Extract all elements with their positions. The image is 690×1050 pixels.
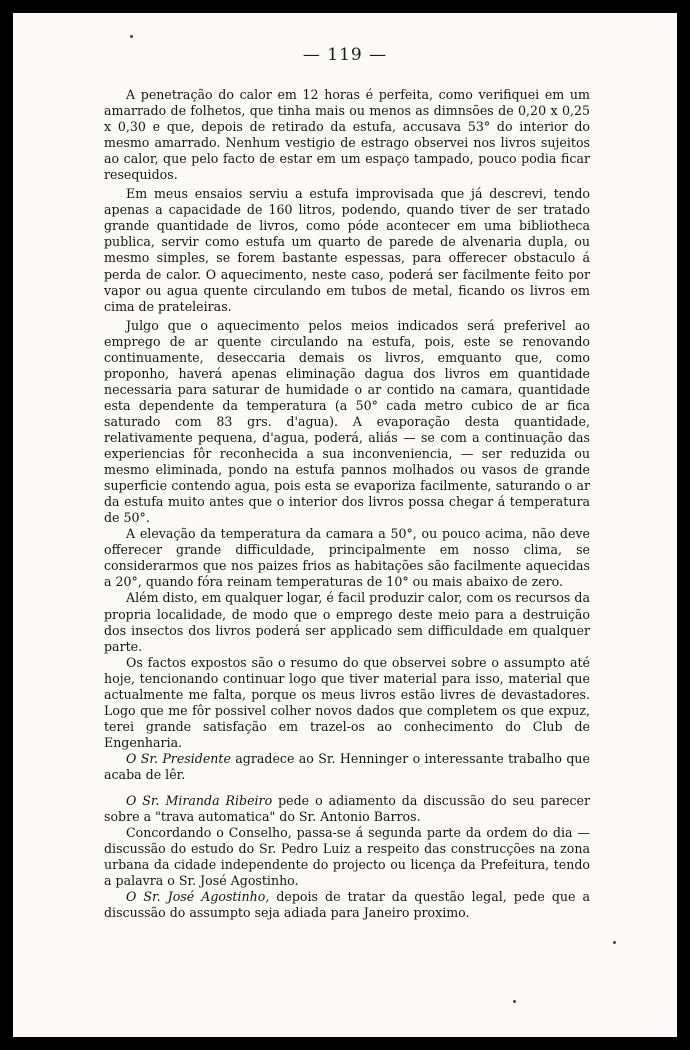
body-text [104,87,590,921]
paragraph-8: O Sr. Miranda Ribeiro pede o adiamento da discussão do seu parecer sobre a "trava automatica" do Sr. Antonio Barros. [104,793,591,825]
paragraph-1: A penetração do calor em 12 horas é perfeita, como verifiquei em um amarrado de folhetos, que tinha mais ou menos as dimnsões de 0,20 x 0,25 x 0,30 e que, depois de retirado da estufa, accusava 53° do interior do mesmo amarrado. Nenhum vestigio de estrago observei nos livros sujeitos ao calor, que pelo facto de estar em um espaço tampado, pouco podia ficar resequidos. [104,87,590,183]
paragraph-6: Os factos expostos são o resumo do que observei sobre o assumpto até hoje, tencionando continuar logo que tiver material para isso, material que actualmente me falta, porque os meus livros estão livres de devastadores. Logo que me fôr possivel colher novos dados que completem os que expuz, terei grande satisfação em trazel-os ao conhecimento do Club de Engenharia. [104,654,590,750]
speaker-name: O Sr. Miranda Ribeiro [126,793,273,809]
scanned-page [13,13,677,1037]
paragraph-10: O Sr. José Agostinho, depois de tratar da questão legal, pede que a discussão do assumpto seja adiada para Janeiro proximo. [104,889,590,921]
paragraph-2: Em meus ensaios serviu a estufa improvisada que já descrevi, tendo apenas a capacidade de 160 litros, podendo, quando tiver de ser tratado grande quantidade de livros, como póde acontecer em uma bibliotheca publica, servir como estufa um quarto de parede de alvenaria dupla, ou mesmo simples, se forem bastante espessas, para offerecer obstaculo á perda de calor. O aquecimento, neste caso, poderá ser facilmente feito por vapor ou agua quente circulando em tubos de metal, ficando os livros em cima de prateleiras. [104,186,590,314]
scan-speck [130,35,133,38]
speaker-name: O Sr. José Agostinho, [126,889,270,905]
paragraph-5: Além disto, em qualquer logar, é facil produzir calor, com os recursos da propria localidade, de modo que o emprego deste meio para a destruição dos insectos dos livros poderá ser applicado sem difficuldade em qualquer parte. [104,590,590,654]
scan-speck [513,1000,516,1003]
page-number: — 119 — [302,45,388,65]
paragraph-4: A elevação da temperatura da camara a 50°, ou pouco acima, não deve offerecer grande difficuldade, principalmente em nosso clima, se considerarmos que nos paizes frios as habitações são facilmente aquecidas a 20°, quando fóra reinam temperaturas de 10° ou mais abaixo de zero. [104,526,590,590]
paragraph-7: O Sr. Presidente agradece ao Sr. Henninger o interessante trabalho que acaba de lêr. [104,750,590,782]
paragraph-9: Concordando o Conselho, passa-se á segunda parte da ordem do dia — discussão do estudo do Sr. Pedro Luiz a respeito das construcções na zona urbana da cidade independente do projecto ou licença da Prefeitura, tendo a palavra o Sr. José Agostinho. [104,825,590,889]
scan-speck [613,941,616,944]
speaker-name: O Sr. Presidente [126,750,231,766]
paragraph-3: Julgo que o aquecimento pelos meios indicados será preferivel ao emprego de ar quente circulando na estufa, pois, este se renovando continuamente, deseccaria demais os livros, emquanto que, como proponho, haverá apenas eliminação dagua dos livros em quantidade necessaria para saturar de humidade o ar contido na camara, quantidade esta dependente da temperatura (a 50° cada metro cubico de ar fica saturado com 83 grs. d'agua). A evaporação desta quantidade, relativamente pequena, d'agua, poderá, aliás — se com a continuação das experiencias fôr reconhecida a sua inconveniencia, — ser reduzida ou mesmo eliminada, pondo na estufa pannos molhados ou vasos de grande superficie contendo agua, pois esta se evaporiza facilmente, saturando o ar da estufa muito antes que o interior dos livros possa chegar á temperatura de 50°. [104,317,590,526]
